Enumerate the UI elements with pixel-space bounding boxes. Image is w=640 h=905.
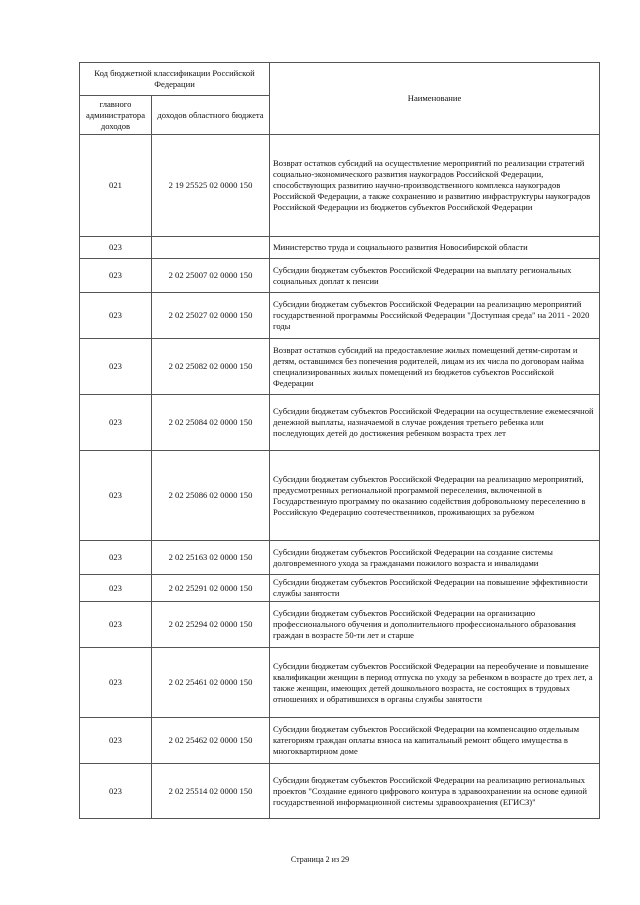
table-row: [80, 339, 600, 395]
name-cell: Субсидии бюджетам субъектов Российской Федерации на переобучение и повышение квалификации женщин в период отпуска по уходу за ребенком в возрасте до трех лет, а также женщин, имеющих детей дошкольного возраста, не состоящих в трудовых отношениях и обратившихся в органы службы занятости: [270, 648, 600, 718]
name-cell: Субсидии бюджетам субъектов Российской Федерации на реализацию мероприятий, предусмотренных региональной программой переселения, включенной в Государственную программу по оказанию содействия добровольному переселению в Российскую Федерацию соотечественников, проживающих за рубежом: [270, 451, 600, 541]
admin-code-cell: 023: [80, 602, 152, 648]
name-cell: Субсидии бюджетам субъектов Российской Федерации на повышение эффективности службы занятости: [270, 575, 600, 602]
income-code-cell: 2 02 25084 02 0000 150: [152, 395, 270, 451]
admin-code-cell: 023: [80, 237, 152, 259]
name-cell: Возврат остатков субсидий на предоставление жилых помещений детям-сиротам и детям, оставшимся без попечения родителей, лицам из их числа по договорам найма специализированных жилых помещений из бюджетов субъектов Российской Федерации: [270, 339, 600, 395]
income-code-cell: 2 02 25086 02 0000 150: [152, 451, 270, 541]
table-row: [80, 395, 600, 451]
income-code-cell: [152, 237, 270, 259]
table-row: [80, 575, 600, 602]
income-code-cell: 2 02 25007 02 0000 150: [152, 259, 270, 293]
table-row: [80, 293, 600, 339]
table-row: [80, 451, 600, 541]
admin-column-header: главного администратора доходов: [80, 96, 152, 135]
income-code-cell: 2 02 25514 02 0000 150: [152, 764, 270, 819]
table-row: [80, 237, 600, 259]
page-number: Страница 2 из 29: [290, 855, 350, 864]
admin-code-cell: 023: [80, 541, 152, 575]
admin-code-cell: 023: [80, 395, 152, 451]
income-column-header: доходов областного бюджета: [152, 96, 270, 135]
admin-code-cell: 023: [80, 764, 152, 819]
name-cell: Субсидии бюджетам субъектов Российской Федерации на реализацию региональных проектов "Создание единого цифрового контура в здравоохранении на основе единой государственной информационной системы здравоохранения (ЕГИСЗ)": [270, 764, 600, 819]
income-code-cell: 2 02 25291 02 0000 150: [152, 575, 270, 602]
income-code-cell: 2 02 25461 02 0000 150: [152, 648, 270, 718]
income-code-cell: 2 02 25294 02 0000 150: [152, 602, 270, 648]
name-column-header: Наименование: [270, 63, 600, 135]
table-row: [80, 648, 600, 718]
name-cell: Субсидии бюджетам субъектов Российской Федерации на выплату региональных социальных доплат к пенсии: [270, 259, 600, 293]
name-cell: Субсидии бюджетам субъектов Российской Федерации на реализацию мероприятий государственной программы Российской Федерации "Доступная среда" на 2011 - 2020 годы: [270, 293, 600, 339]
table-row: [80, 135, 600, 237]
income-code-cell: 2 02 25163 02 0000 150: [152, 541, 270, 575]
table-row: [80, 764, 600, 819]
admin-code-cell: 023: [80, 648, 152, 718]
table-row: [80, 602, 600, 648]
name-cell: Возврат остатков субсидий на осуществление мероприятий по реализации стратегий социально-экономического развития наукоградов Российской Федерации, способствующих развитию научно-производственного комплекса наукоградов Российской Федерации, а также сохранению и развитию инфраструктуры наукоградов Российской Федерации из бюджетов субъектов Российской Федерации: [270, 135, 600, 237]
name-cell: Субсидии бюджетам субъектов Российской Федерации на организацию профессионального обучения и дополнительного профессионального образования граждан в возрасте 50-ти лет и старше: [270, 602, 600, 648]
name-cell: Субсидии бюджетам субъектов Российской Федерации на осуществление ежемесячной денежной выплаты, назначаемой в случае рождения третьего ребенка или последующих детей до достижения ребенком возраста трех лет: [270, 395, 600, 451]
admin-code-cell: 023: [80, 451, 152, 541]
name-cell: Министерство труда и социального развития Новосибирской области: [270, 237, 600, 259]
admin-code-cell: 021: [80, 135, 152, 237]
income-code-cell: 2 19 25525 02 0000 150: [152, 135, 270, 237]
income-code-cell: 2 02 25462 02 0000 150: [152, 718, 270, 764]
name-cell: Субсидии бюджетам субъектов Российской Федерации на создание системы долговременного ухода за гражданами пожилого возраста и инвалидами: [270, 541, 600, 575]
admin-code-cell: 023: [80, 339, 152, 395]
admin-code-cell: 023: [80, 718, 152, 764]
admin-code-cell: 023: [80, 575, 152, 602]
income-code-cell: 2 02 25082 02 0000 150: [152, 339, 270, 395]
name-cell: Субсидии бюджетам субъектов Российской Федерации на компенсацию отдельным категориям граждан оплаты взноса на капитальный ремонт общего имущества в многоквартирном доме: [270, 718, 600, 764]
income-code-cell: 2 02 25027 02 0000 150: [152, 293, 270, 339]
budget-classification-table: [79, 62, 600, 819]
admin-code-cell: 023: [80, 259, 152, 293]
table-row: [80, 259, 600, 293]
table-row: [80, 718, 600, 764]
classification-group-header: Код бюджетной классификации Российской Федерации: [80, 63, 270, 96]
admin-code-cell: 023: [80, 293, 152, 339]
table-row: [80, 541, 600, 575]
